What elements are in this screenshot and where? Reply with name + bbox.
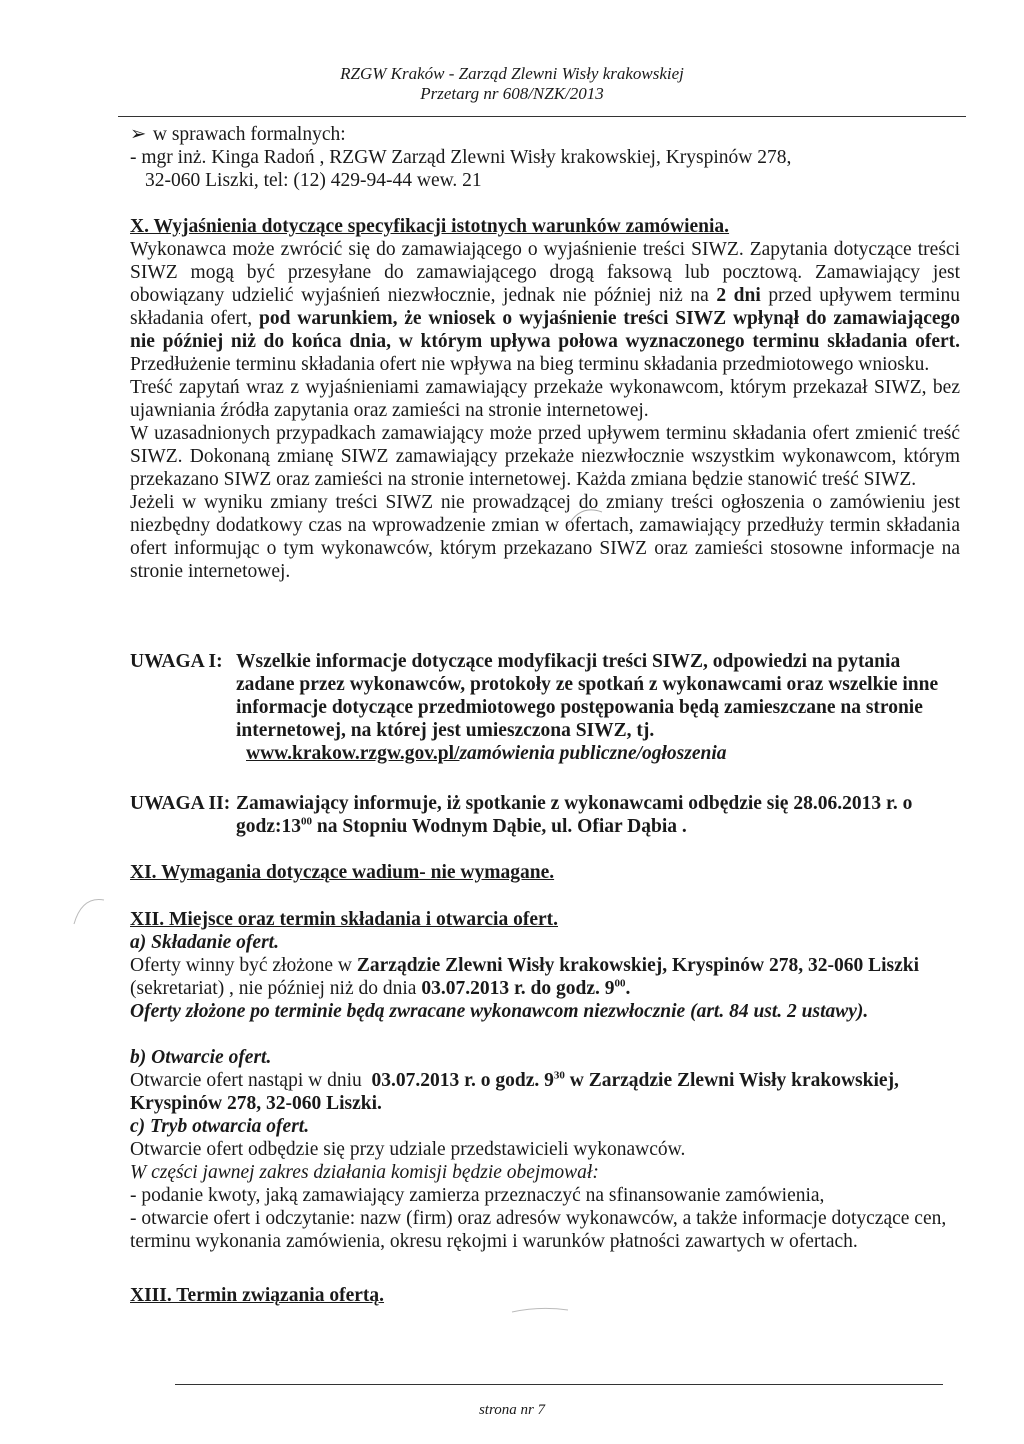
section-xii-a-title: a) Składanie ofert. — [130, 932, 279, 953]
formal-contact-line1: - mgr inż. Kinga Radoń , RZGW Zarząd Zlewni Wisły krakowskiej, Kryspinów 278, — [130, 147, 792, 168]
section-xii — [130, 908, 960, 1253]
section-xi-heading: XI. Wymagania dotyczące wadium- nie wymagane. — [130, 862, 555, 883]
section-xii-c-list-2: - otwarcie ofert i odczytanie: nazw (firm) oraz adresów wykonawców, a także informacje dotyczące cen, terminu wykonania zamówienia, okresu rękojmi i warunków płatności zawartych w ofertach. — [130, 1208, 947, 1252]
section-xii-c-text-2: W części jawnej zakres działania komisji będzie obejmował: — [130, 1162, 599, 1183]
formal-intro: w sprawach formalnych: — [152, 124, 346, 145]
formal-contact-block — [130, 123, 960, 192]
uwaga-2-label: UWAGA II: — [130, 793, 231, 814]
formal-contact-line2: 32-060 Liszki, tel: (12) 429-94-44 wew. 21 — [145, 170, 482, 191]
section-x-paragraph-2: Treść zapytań wraz z wyjaśnieniami zamawiający przekaże wykonawcom, którym przekazał SIWZ, bez ujawniania źródła zapytania oraz zamieści na stronie internetowej. — [130, 377, 960, 421]
section-xii-a-text: Oferty winny być złożone w Zarządzie Zlewni Wisły krakowskiej, Kryspinów 278, 32-060 Liszki (sekretariat) , nie później niż do dnia 03.07.2013 r. do godz. $9^{00}$. — [130, 955, 920, 999]
scan-mark-1 — [566, 500, 606, 530]
uwaga-2-text: Zamawiający informuje, iż spotkanie z wykonawcami odbędzie się 28.06.2013 r. o $godz:13^{00}$ na Stopniu Wodnym Dąbie, ul. Ofiar Dąbia . — [236, 793, 913, 837]
section-xii-a-note: Oferty złożone po terminie będą zwracane wykonawcom niezwłocznie (art. 84 ust. 2 ustawy). — [130, 1001, 869, 1022]
section-xi — [130, 861, 960, 884]
header-rule — [118, 116, 966, 117]
page-number: strona nr 7 — [478, 1402, 546, 1418]
uwaga-1-label: UWAGA I: — [130, 651, 223, 672]
section-xii-c-list-1: - podanie kwoty, jaką zamawiający zamierza przeznaczyć na sfinansowanie zamówienia, — [130, 1185, 825, 1206]
section-x-paragraph-4: Jeżeli w wyniku zmiany treści SIWZ nie prowadzącej do zmiany treści ogłoszenia o zamówieniu jest niezbędny dodatkowy czas na wprowadzenie zmian w ofertach, zamawiający przedłuży termin składania ofert informując o tym wykonawców, którym przekazano SIWZ oraz zamieści stosowne informacje na stronie internetowej. — [130, 492, 960, 582]
scan-mark-2 — [70, 890, 110, 930]
section-xiii-heading: XIII. Termin związania ofertą. — [130, 1285, 385, 1306]
uwaga-1-text: Wszelkie informacje dotyczące modyfikacji treści SIWZ, odpowiedzi na pytania zadane przez wykonawców, protokoły ze spotkań z wykonawcami oraz wszelkie inne informacje dotyczące przedmiotowego postępowania będą zamieszczane na stronie internetowej, na której jest umieszczona SIWZ, tj. www.krakow.rzgw.gov.pl/zamówienia publiczne/ogłoszenia — [236, 651, 939, 764]
section-x-paragraph-3: W uzasadnionych przypadkach zamawiający może przed upływem terminu składania ofert zmienić treść SIWZ. Dokonaną zmianę SIWZ zamawiający przekaże niezwłocznie wszystkim wykonawcom, którym przekazano SIWZ oraz zamieści na stronie internetowej. Każda zmiana będzie stanowić treść SIWZ. — [130, 423, 960, 490]
section-x — [130, 215, 960, 583]
uwaga-1-link[interactable]: www.krakow.rzgw.gov.pl/ — [246, 743, 460, 764]
uwaga-1-link-path: zamówienia publiczne/ogłoszenia — [459, 743, 727, 764]
footer-rule — [175, 1384, 943, 1385]
section-xii-c-title: c) Tryb otwarcia ofert. — [130, 1116, 310, 1137]
scan-mark-3 — [510, 1304, 570, 1316]
section-x-heading: X. Wyjaśnienia dotyczące specyfikacji istotnych warunków zamówienia. — [130, 216, 730, 237]
section-xii-c-text-1: Otwarcie ofert odbędzie się przy udziale przedstawicieli wykonawców. — [130, 1139, 686, 1160]
header-tender-number: Przetarg nr 608/NZK/2013 — [420, 84, 604, 103]
bullet-arrow-icon: ➢ — [130, 124, 147, 145]
section-xii-b-title: b) Otwarcie ofert. — [130, 1047, 272, 1068]
section-x-paragraph-1: Wykonawca może zwrócić się do zamawiającego o wyjaśnienie treści SIWZ. Zapytania dotyczące treści SIWZ mogą być przesyłane do zamawiającego drogą faksową lub pocztową. Zamawiający jest obowiązany udzielić wyjaśnień niezwłocznie, jednak nie później niż na 2 dni przed upływem terminu składania ofert, pod warunkiem, że wniosek o wyjaśnienie treści SIWZ wpłynął do zamawiającego nie później niż do końca dnia, w którym upływa połowa wyznaczonego terminu składania ofert. Przedłużenie terminu składania ofert nie wpływa na bieg terminu składania przedmiotowego wniosku. — [130, 239, 961, 375]
section-xii-b-text: Otwarcie ofert nastąpi w dniu 03.07.2013 r. o godz. $9^{30}$ w Zarządzie Zlewni Wisły krakowskiej, Kryspinów 278, 32-060 Liszki. — [130, 1069, 899, 1114]
section-xii-heading: XII. Miejsce oraz termin składania i otwarcia ofert. — [130, 909, 559, 930]
header-institution: RZGW Kraków - Zarząd Zlewni Wisły krakowskiej — [340, 64, 684, 83]
